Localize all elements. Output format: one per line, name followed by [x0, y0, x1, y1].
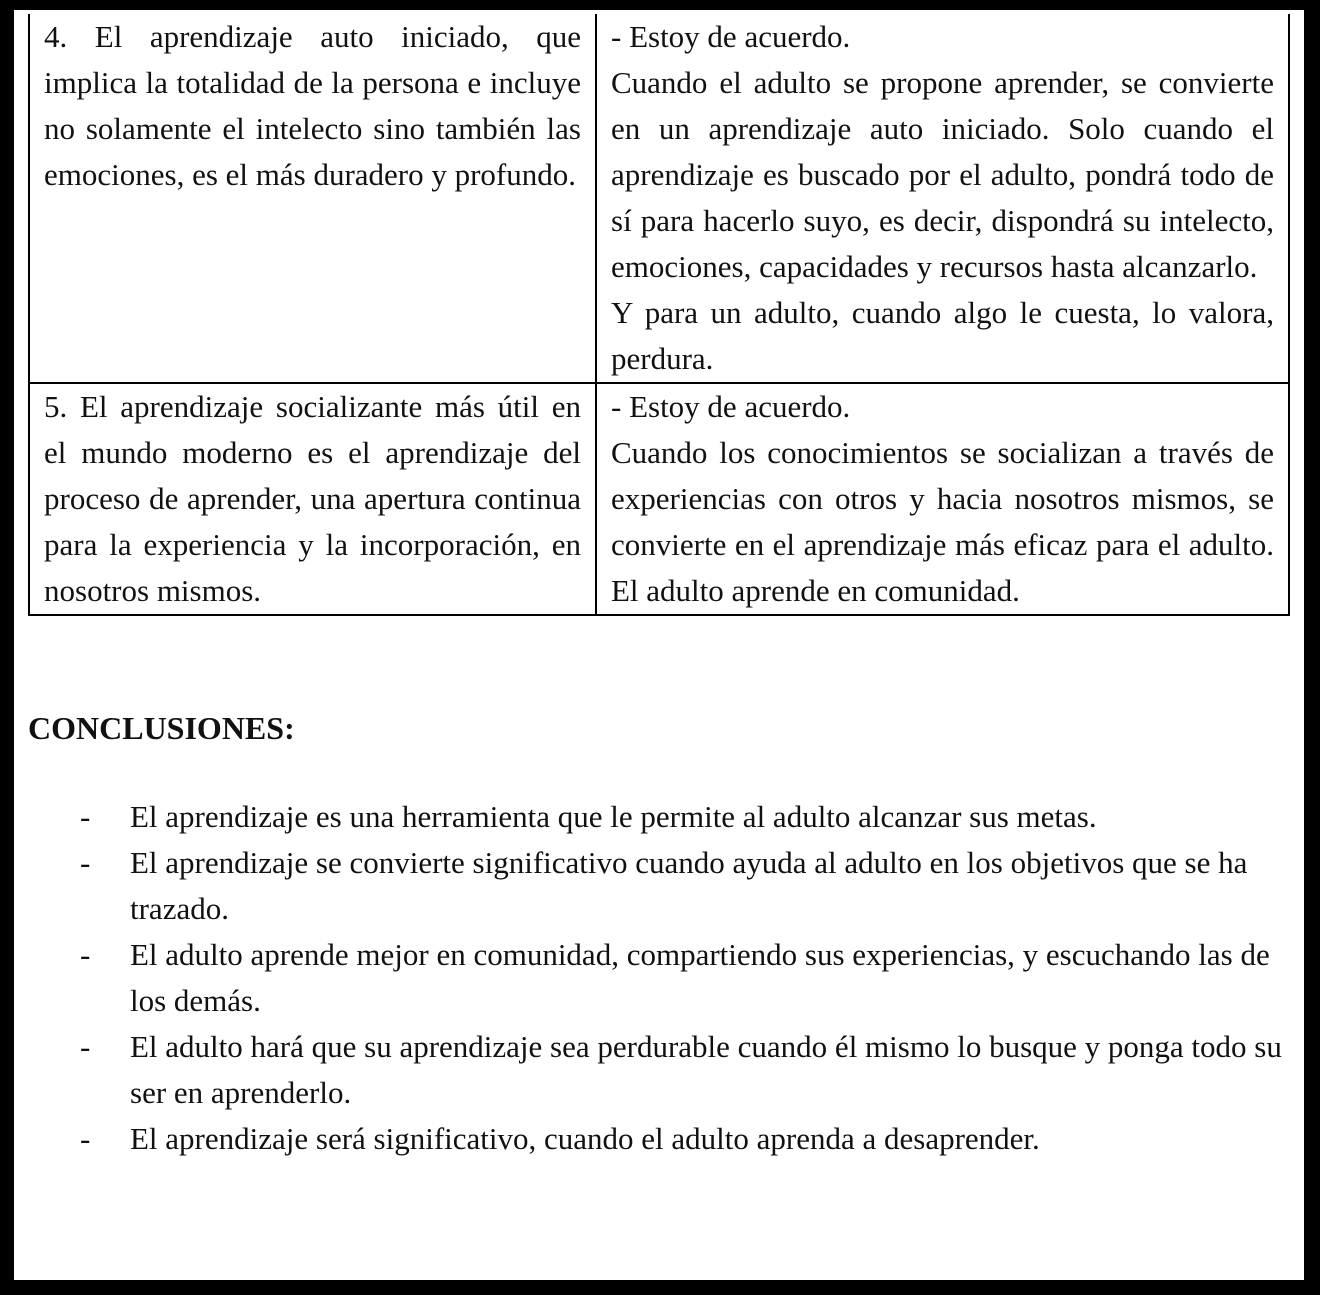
table-cell-statement	[29, 383, 596, 615]
list-item-text: El adulto aprende mejor en comunidad, compartiendo sus experiencias, y escuchando las de los demás.	[130, 937, 1270, 1018]
bullet-dash: -	[80, 845, 91, 880]
statement-text: 4. El aprendizaje auto iniciado, que implica la totalidad de la persona e incluye no solamente el intelecto sino también las emociones, es el más duradero y profundo.	[44, 19, 581, 192]
list-item-text: El aprendizaje se convierte significativo cuando ayuda al adulto en los objetivos que se ha trazado.	[130, 845, 1248, 926]
list-item	[28, 932, 1290, 1024]
opinion-paragraph: Cuando el adulto se propone aprender, se convierte en un aprendizaje auto iniciado. Solo cuando el aprendizaje es buscado por el adulto, pondrá todo de sí para hacerlo suyo, es decir, dispondrá su intelecto, emociones, capacidades y recursos hasta alcanzarlo.	[611, 65, 1274, 284]
list-item	[28, 840, 1290, 932]
list-item	[28, 794, 1290, 840]
statement-text: 5. El aprendizaje socializante más útil en el mundo moderno es el aprendizaje del proceso de aprender, una apertura continua para la experiencia y la incorporación, en nosotros mismos.	[44, 389, 581, 608]
table-row	[29, 383, 1289, 615]
list-item-text: El aprendizaje será significativo, cuando el adulto aprenda a desaprender.	[130, 1121, 1040, 1156]
list-item	[28, 1024, 1290, 1116]
table-cell-opinion	[596, 383, 1289, 615]
document-content	[28, 14, 1290, 1162]
bullet-dash: -	[80, 937, 91, 972]
list-item-text: El adulto hará que su aprendizaje sea perdurable cuando él mismo lo busque y ponga todo su ser en aprenderlo.	[130, 1029, 1282, 1110]
opinion-paragraph: Cuando los conocimientos se socializan a través de experiencias con otros y hacia nosotros mismos, se convierte en el aprendizaje más eficaz para el adulto. El adulto aprende en comunidad.	[611, 435, 1274, 608]
opinion-paragraph: - Estoy de acuerdo.	[611, 389, 851, 424]
bullet-dash: -	[80, 1029, 91, 1064]
table-row	[29, 14, 1289, 383]
conclusions-list	[28, 794, 1290, 1162]
table-cell-opinion	[596, 14, 1289, 383]
list-item-text: El aprendizaje es una herramienta que le permite al adulto alcanzar sus metas.	[130, 799, 1097, 834]
bullet-dash: -	[80, 799, 91, 834]
opinion-paragraph: Y para un adulto, cuando algo le cuesta, lo valora, perdura.	[611, 295, 1274, 376]
bullet-dash: -	[80, 1121, 91, 1156]
conclusions-heading: CONCLUSIONES:	[28, 710, 295, 746]
document-page	[14, 10, 1304, 1280]
opinion-paragraph: - Estoy de acuerdo.	[611, 19, 851, 54]
table-cell-statement	[29, 14, 596, 383]
list-item	[28, 1116, 1290, 1162]
comparison-table	[28, 14, 1290, 616]
